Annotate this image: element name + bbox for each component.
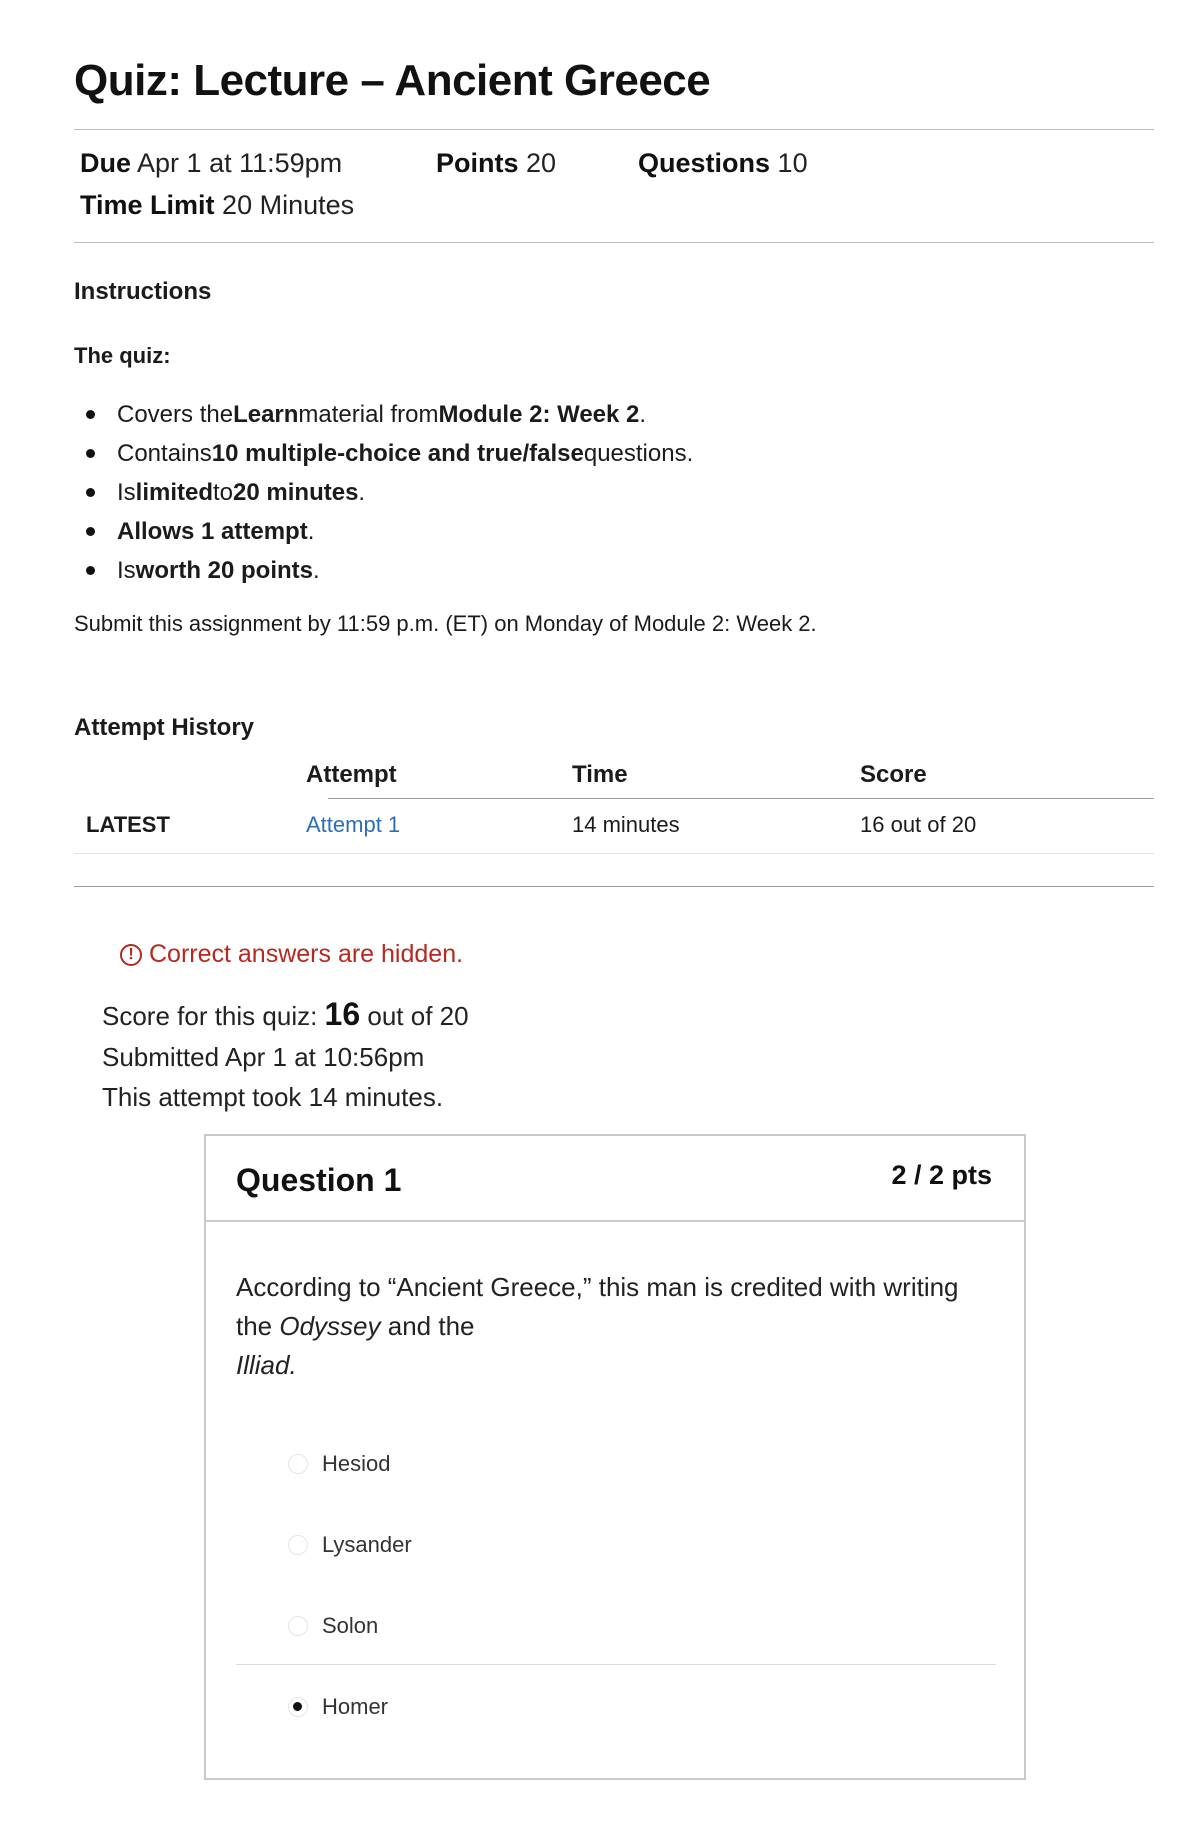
radio-button[interactable] [288,1616,308,1636]
points-label: Points [436,148,519,178]
radio-button[interactable] [288,1454,308,1474]
list-item: Contains 10 multiple-choice and true/false questions. [86,434,693,473]
points-value: 20 [526,148,557,178]
bullet-icon [86,449,95,458]
question-card [204,1134,1026,1780]
list-item: Is worth 20 points . [86,551,693,590]
page-title: Quiz: Lecture – Ancient Greece [74,56,711,105]
answer-option-solon[interactable]: Solon [288,1611,378,1641]
notice-text: Correct answers are hidden. [149,940,464,968]
due-value: Apr 1 at 11:59pm [137,148,343,178]
column-header-attempt: Attempt [306,761,397,788]
divider [74,129,1154,130]
due-date [80,148,342,179]
answer-option-homer[interactable]: Homer [288,1692,388,1722]
instructions-heading: Instructions [74,278,212,305]
time-limit-value: 20 Minutes [222,190,355,220]
question-points: 2 / 2 pts [891,1160,992,1190]
option-divider [236,1664,996,1665]
questions-info [638,148,808,179]
bullet-icon [86,566,95,575]
quiz-score: Score for this quiz: 16 out of 20 [102,996,469,1032]
attempt-link[interactable]: Attempt 1 [306,812,401,837]
alert-icon: ! [120,944,142,966]
row-divider [74,853,1154,854]
score-value: 16 [324,996,361,1032]
answers-hidden-notice [120,940,463,969]
questions-label: Questions [638,148,771,178]
attempt-score: 16 out of 20 [860,812,977,837]
bullet-icon [86,527,95,536]
row-label-latest: LATEST [86,812,170,837]
submitted-time: Submitted Apr 1 at 10:56pm [102,1042,425,1072]
points-info [436,148,556,179]
question-text: According to “Ancient Greece,” this man is credited with writing the Odyssey and the Illiad. [236,1272,959,1380]
column-header-time: Time [572,761,628,788]
instructions-subheading: The quiz: [74,343,171,368]
bullet-icon [86,410,95,419]
due-label: Due [80,148,132,178]
submit-note: Submit this assignment by 11:59 p.m. (ET) on Monday of Module 2: Week 2. [74,611,817,636]
questions-value: 10 [777,148,808,178]
question-header [206,1136,1024,1222]
question-title: Question 1 [236,1162,402,1198]
answer-option-hesiod[interactable]: Hesiod [288,1449,390,1479]
bullet-icon [86,488,95,497]
attempt-time: 14 minutes [572,812,680,837]
radio-button-selected[interactable] [288,1697,308,1717]
attempt-history-heading: Attempt History [74,714,255,741]
divider [74,242,1154,243]
column-header-score: Score [860,761,927,788]
table-header-divider [328,798,1154,799]
list-item: Allows 1 attempt . [86,512,693,551]
divider [74,886,1154,887]
attempt-duration: This attempt took 14 minutes. [102,1082,444,1112]
radio-button[interactable] [288,1535,308,1555]
time-limit-label: Time Limit [80,190,215,220]
instructions-list [86,395,693,590]
list-item: Covers the Learn material from Module 2: Week 2 . [86,395,693,434]
time-limit [80,190,354,221]
list-item: Is limited to 20 minutes . [86,473,693,512]
answer-option-lysander[interactable]: Lysander [288,1530,412,1560]
